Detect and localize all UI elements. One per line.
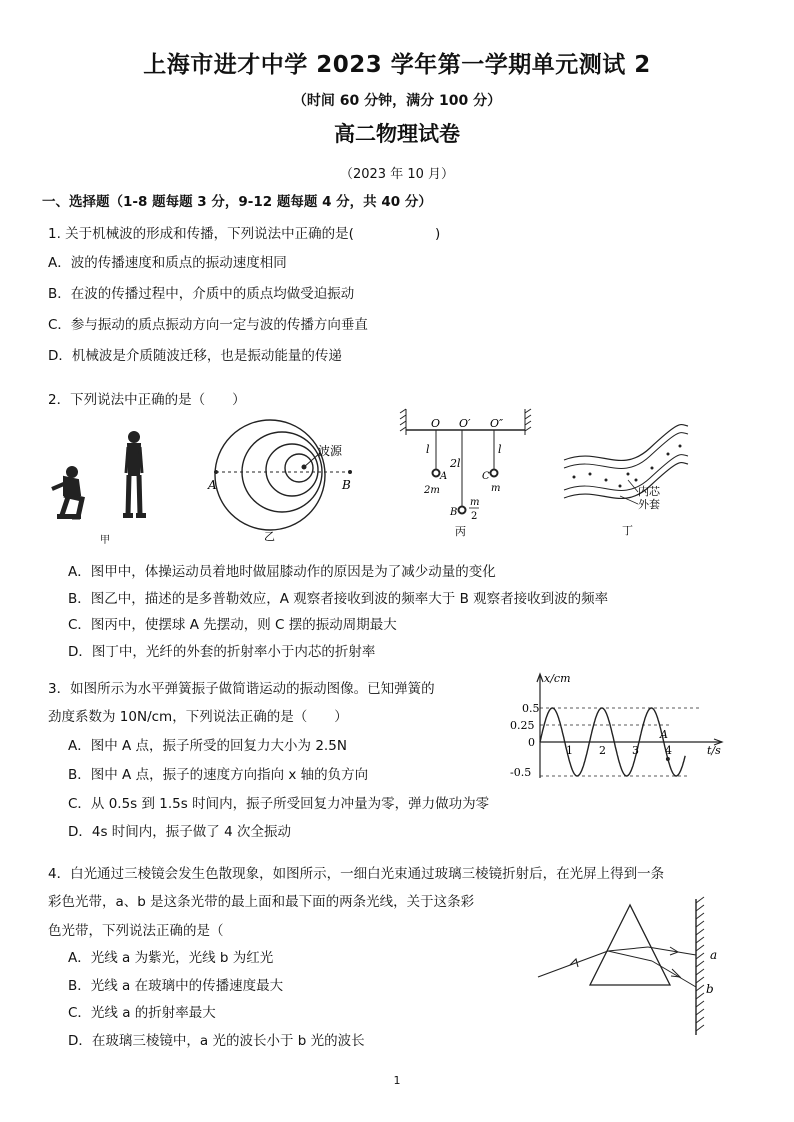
origin-label: 0 — [528, 736, 535, 749]
q2-stem: 2．下列说法中正确的是（ ） — [48, 392, 246, 408]
mass-2m-label: 2m — [424, 485, 440, 496]
y-tick-0-25: 0.25 — [510, 719, 535, 732]
subject-title: 高二物理试卷 — [334, 122, 460, 146]
pend-o2-label: O″ — [490, 417, 504, 430]
ball-c — [491, 470, 498, 477]
time-info: （时间 60 分钟，满分 100 分） — [292, 93, 502, 109]
q3-stem-line1: 3．如图所示为水平弹簧振子做简谐运动的振动图像。已知弹簧的 — [48, 681, 435, 697]
q3-option-c: C．从 0.5s 到 1.5s 时间内，振子所受回复力冲量为零，弹力做功为零 — [68, 796, 490, 812]
x-tick-2: 2 — [599, 744, 606, 757]
q1-option-b: B．在波的传播过程中，介质中的质点均做受迫振动 — [48, 286, 355, 302]
q4-option-c: C．光线 a 的折射率最大 — [68, 1005, 216, 1021]
prism-triangle — [590, 905, 670, 985]
q4-option-b: B．光线 a 在玻璃中的传播速度最大 — [68, 978, 284, 994]
q3-stem-line2: 劲度系数为 10N/cm，下列说法正确的是（ ） — [48, 709, 348, 725]
figure-yi — [200, 415, 365, 545]
q3-vibration-graph — [500, 668, 740, 788]
q4-stem-line2: 彩色光带，a、b 是这条光带的最上面和最下面的两条光线，关于这条彩 — [48, 894, 475, 910]
q4-option-a: A．光线 a 为紫光，光线 b 为红光 — [68, 950, 274, 966]
wavefront-4 — [285, 454, 313, 482]
y-tick-0-5: 0.5 — [522, 702, 540, 715]
figure-bing-label: 丙 — [455, 525, 466, 538]
ball-b-label: B — [450, 507, 458, 518]
ball-a-label: A — [440, 471, 448, 482]
q1-option-a: A．波的传播速度和质点的振动速度相同 — [48, 255, 287, 271]
x-tick-1: 1 — [566, 744, 573, 757]
q2-option-d: D．图丁中，光纤的外套的折射率小于内芯的折射率 — [68, 644, 376, 660]
len-2l-label: 2l — [450, 457, 461, 470]
standing-athlete-figure — [124, 432, 145, 517]
figure-ding — [560, 418, 695, 538]
cladding-label: 外套 — [638, 498, 660, 511]
mass-m-label: m — [491, 483, 501, 494]
q4-prism-figure — [530, 895, 745, 1040]
squatting-athlete-figure — [52, 467, 82, 518]
q1-option-c: C．参与振动的质点振动方向一定与波的传播方向垂直 — [48, 317, 368, 333]
x-axis-label: t/s — [707, 744, 721, 757]
point-a-label: A — [660, 728, 668, 741]
ray-b-label: b — [706, 982, 714, 996]
page-number: 1 — [393, 1074, 401, 1087]
y-axis-label: x/cm — [544, 672, 571, 685]
pend-o-label: O — [431, 417, 441, 430]
q4-option-d: D．在玻璃三棱镜中，a 光的波长小于 b 光的波长 — [68, 1033, 365, 1049]
observer-b-dot — [348, 470, 352, 474]
q4-stem-line3: 色光带，下列说法正确的是（ — [48, 923, 224, 939]
q1-option-d: D．机械波是介质随波迁移，也是振动能量的传递 — [48, 348, 342, 364]
core-label: 内芯 — [638, 485, 660, 498]
exam-date: （2023 年 10 月） — [339, 167, 455, 182]
len-l2-label: l — [498, 443, 502, 456]
x-tick-3: 3 — [632, 744, 639, 757]
wavefront-3 — [266, 444, 318, 496]
incident-ray — [538, 951, 608, 977]
ray-b-out — [652, 961, 696, 987]
mass-half-num: m — [470, 497, 480, 508]
ray-a-label: a — [710, 948, 718, 962]
ray-b-inside — [608, 951, 652, 961]
ball-b — [459, 507, 466, 514]
q4-stem-line1: 4．白光通过三棱镜会发生色散现象，如图所示，一细白光束通过玻璃三棱镜折射后，在光屏上得到一条 — [48, 866, 665, 882]
q2-option-a: A．图甲中，体操运动员着地时做屈膝动作的原因是为了减少动量的变化 — [68, 564, 496, 580]
ray-a-inside — [608, 947, 648, 951]
q3-option-d: D．4s 时间内，振子做了 4 次全振动 — [68, 824, 291, 840]
q2-option-b: B．图乙中，描述的是多普勒效应，A 观察者接收到波的频率大于 B 观察者接收到波的频率 — [68, 591, 609, 607]
figure-bing — [398, 405, 533, 540]
q1-stem: 1. 关于机械波的形成和传播，下列说法中正确的是( ) — [48, 226, 441, 242]
fiber-outer-top — [564, 425, 688, 461]
y-tick-neg-0-5: -0.5 — [510, 766, 532, 779]
observer-a-dot — [214, 470, 218, 474]
point-a-marker — [666, 757, 670, 761]
figure-ding-label: 丁 — [622, 524, 633, 537]
x-tick-4: 4 — [665, 744, 672, 757]
q3-option-b: B．图中 A 点，振子的速度方向指向 x 轴的负方向 — [68, 767, 369, 783]
figure-yi-label: 乙 — [264, 530, 275, 543]
page-title: 上海市进才中学 2023 学年第一学期单元测试 2 — [143, 52, 651, 78]
q3-option-a: A．图中 A 点，振子所受的回复力大小为 2.5N — [68, 738, 347, 754]
ball-c-label: C — [482, 471, 490, 482]
mass-half-den: 2 — [471, 511, 478, 522]
pend-o1-label: O′ — [459, 417, 471, 430]
q2-option-c: C．图丙中，使摆球 A 先摆动，则 C 摆的振动周期最大 — [68, 617, 397, 633]
figure-jia-label: 甲 — [100, 535, 110, 545]
figure-jia — [42, 425, 162, 545]
wavefront-1 — [215, 420, 325, 530]
section-heading: 一、选择题（1-8 题每题 3 分，9-12 题每题 4 分，共 40 分） — [42, 194, 432, 210]
ball-a — [433, 470, 440, 477]
point-a-label: A — [208, 478, 217, 492]
point-b-label: B — [342, 478, 351, 492]
len-l-label: l — [426, 443, 430, 456]
fiber-core-top — [564, 433, 688, 469]
wave-source-label: 波源 — [318, 444, 343, 458]
